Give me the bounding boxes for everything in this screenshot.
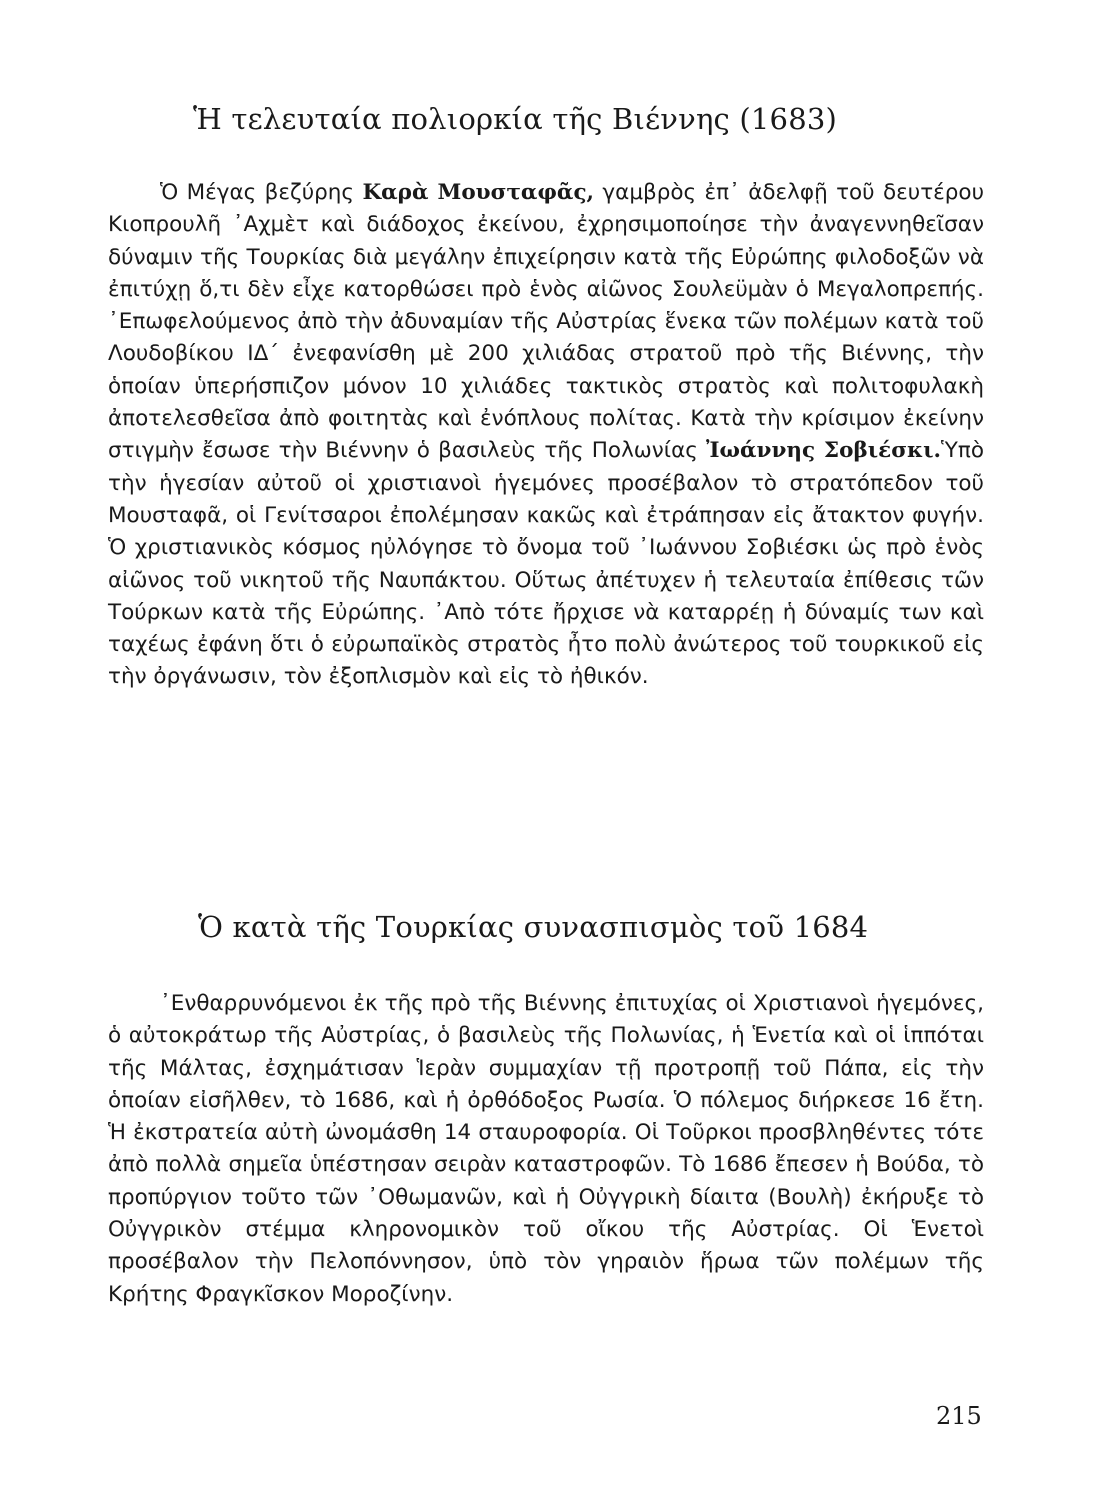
paragraph-coalition-1684: ᾿Ενθαρρυνόμενοι ἐκ τῆς πρὸ τῆς Βιέννης ἐπιτυχίας οἱ Χριστιανοὶ ἡγεμόνες, ὁ αὐτοκράτωρ τῆς Αὐστρίας, ὁ βασιλεὺς τῆς Πολωνίας, ἡ Ἑνετία καὶ οἱ ἱππόται τῆς Μάλτας, ἐσχημάτισαν Ἱερὰν συμμαχίαν τῇ προτροπῇ τοῦ Πάπα, εἰς τὴν ὁποίαν εἰσῆλθεν, τὸ 1686, καὶ ἡ ὀρθόδοξος Ρωσία. Ὁ πόλεμος διήρκεσε 16 ἔτη. Ἡ ἐκστρατεία αὐτὴ ὠνομάσθη 14 σταυροφορία. Οἱ Τοῦρκοι προσβληθέντες τότε ἀπὸ πολλὰ σημεῖα ὑπέστησαν σειρὰν καταστροφῶν. Τὸ 1686 ἔπεσεν ἡ Βούδα, τὸ προπύργιον τοῦτο τῶν ᾿Οθωμανῶν, καὶ ἡ Οὐγγρικὴ δίαιτα (Βουλὴ) ἐκήρυξε τὸ Οὐγγρικὸν στέμμα κληρονομικὸν τοῦ οἴκου τῆς Αὐστρίας. Οἱ Ἑνετοὶ προσέβαλον τὴν Πελοπόννησον, ὑπὸ τὸν γηραιὸν ἥρωα τῶν πολέμων τῆς Κρήτης Φραγκῖσκον Μοροζίνην. — [108, 991, 984, 1307]
paragraph-siege-of-vienna — [108, 177, 984, 694]
section-heading-siege-of-vienna: Ἡ τελευταία πολιορκία τῆς Βιέννης (1683) — [192, 102, 838, 136]
paragraph-text: Ὑπὸ τὴν ἡγεσίαν αὐτοῦ οἱ χριστιανοὶ ἡγεμόνες προσέβαλον τὸ στρατόπεδον τοῦ Μουσταφᾶ, οἱ Γενίτσαροι ἐπολέμησαν κακῶς καὶ ἐτράπησαν εἰς ἄτακτον φυγήν. Ὁ χριστιανικὸς κόσμος ηὐλόγησε τὸ ὄνομα τοῦ ᾿Ιωάννου Σοβιέσκι ὡς πρὸ ἑνὸς αἰῶνος τοῦ νικητοῦ τῆς Ναυπάκτου. Οὕτως ἀπέτυχεν ἡ τελευταία ἐπίθεσις τῶν Τούρκων κατὰ τῆς Εὐρώπης. ᾿Απὸ τότε ἤρχισε νὰ καταρρέῃ ἡ δύναμίς των καὶ ταχέως ἐφάνη ὅτι ὁ εὐρωπαϊκὸς στρατὸς ἦτο πολὺ ἀνώτερος τοῦ τουρκικοῦ εἰς τὴν ὀργάνωσιν, τὸν ἐξοπλισμὸν καὶ εἰς τὸ ἠθικόν. — [108, 438, 984, 690]
paragraph-text: Ὁ Μέγας βεζύρης — [160, 180, 363, 205]
page-number: 215 — [936, 1402, 982, 1430]
bold-name-sobieski: Ἰωάννης Σοβιέσκι. — [706, 438, 942, 464]
bold-name-kara-mustafa: Καρὰ Μουσταφᾶς, — [362, 180, 595, 205]
section-heading-coalition-1684: Ὁ κατὰ τῆς Τουρκίας συνασπισμὸς τοῦ 1684 — [198, 910, 869, 944]
paragraph-text: γαμβρὸς ἐπ᾽ ἀδελφῇ τοῦ δευτέρου Κιοπρουλῆ ᾿Αχμὲτ καὶ διάδοχος ἐκείνου, ἐχρησιμοποίησε τὴν ἀναγεννηθεῖσαν δύναμιν τῆς Τουρκίας διὰ μεγάλην ἐπιχείρησιν κατὰ τῆς Εὐρώπης φιλοδοξῶν νὰ ἐπιτύχῃ ὅ,τι δὲν εἶχε κατορθώσει πρὸ ἑνὸς αἰῶνος Σουλεϋμὰν ὁ Μεγαλοπρεπής. ᾿Επωφελούμενος ἀπὸ τὴν ἀδυναμίαν τῆς Αὐστρίας ἕνεκα τῶν πολέμων κατὰ τοῦ Λουδοβίκου ΙΔ΄ ἐνεφανίσθη μὲ 200 χιλιάδας στρατοῦ πρὸ τῆς Βιέννης, τὴν ὁποίαν ὑπερήσπιζον μόνον 10 χιλιάδες τακτικὸς στρατὸς καὶ πολιτοφυλακὴ ἀποτελεσθεῖσα ἀπὸ φοιτητὰς καὶ ἐνόπλους πολίτας. Κατὰ τὴν κρίσιμον ἐκείνην στιγμὴν ἔσωσε τὴν Βιέννην ὁ βασιλεὺς τῆς Πολωνίας — [108, 180, 985, 464]
